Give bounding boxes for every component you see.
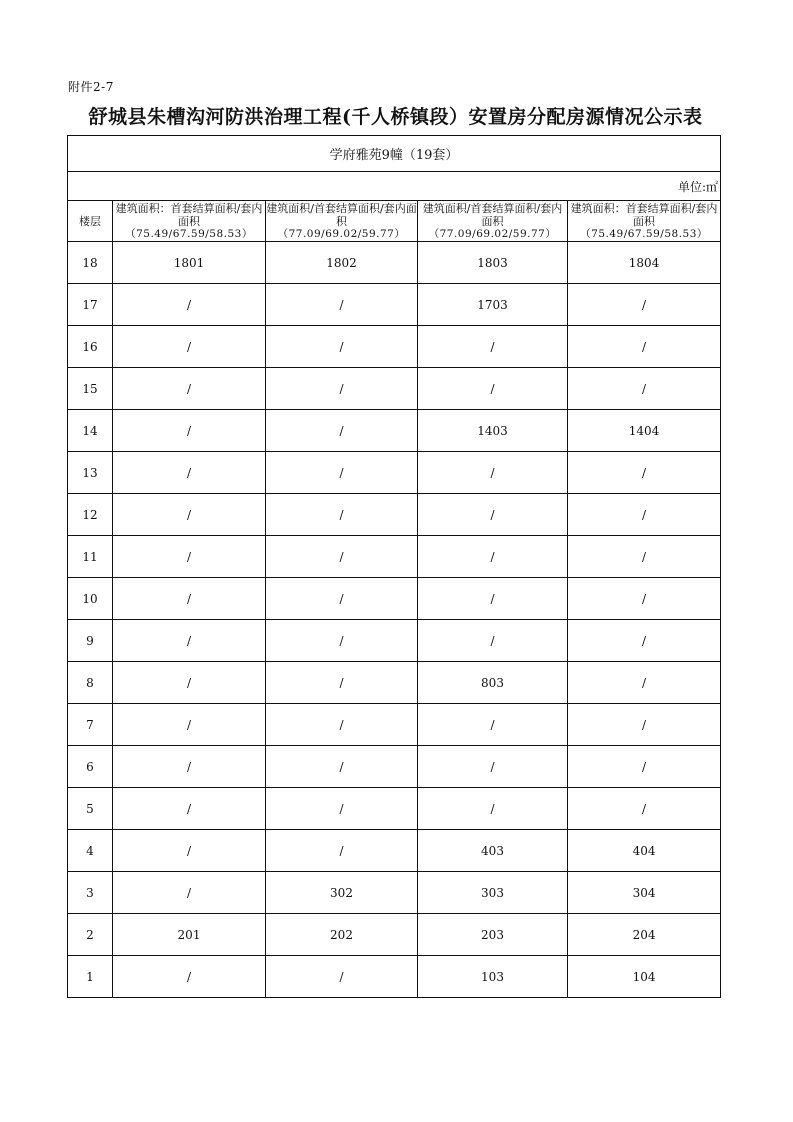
room-cell: / bbox=[266, 452, 418, 494]
room-cell: / bbox=[113, 956, 266, 998]
room-cell: / bbox=[266, 746, 418, 788]
column-header-areas: （77.09/69.02/59.77） bbox=[277, 227, 406, 240]
floor-number: 8 bbox=[68, 662, 113, 704]
room-cell: / bbox=[113, 326, 266, 368]
floor-number: 7 bbox=[68, 704, 113, 746]
table-row bbox=[68, 326, 721, 368]
room-cell: 103 bbox=[418, 956, 568, 998]
room-cell: / bbox=[113, 830, 266, 872]
table-row bbox=[68, 830, 721, 872]
room-cell: 204 bbox=[568, 914, 721, 956]
room-cell: 1804 bbox=[568, 242, 721, 284]
room-cell: / bbox=[266, 494, 418, 536]
room-cell: / bbox=[266, 326, 418, 368]
room-cell: 403 bbox=[418, 830, 568, 872]
table-row bbox=[68, 956, 721, 998]
building-name: 学府雅苑9幢（19套） bbox=[68, 136, 721, 172]
page-title: 舒城县朱槽沟河防洪治理工程(千人桥镇段）安置房分配房源情况公示表 bbox=[88, 106, 703, 128]
room-cell: / bbox=[113, 452, 266, 494]
allocation-table bbox=[67, 135, 721, 998]
room-cell: / bbox=[266, 410, 418, 452]
table-row bbox=[68, 788, 721, 830]
room-cell: / bbox=[266, 578, 418, 620]
room-cell: 303 bbox=[418, 872, 568, 914]
room-cell: / bbox=[568, 704, 721, 746]
room-cell: 104 bbox=[568, 956, 721, 998]
room-cell: / bbox=[568, 578, 721, 620]
room-cell: / bbox=[266, 368, 418, 410]
room-cell: / bbox=[418, 368, 568, 410]
room-cell: / bbox=[568, 620, 721, 662]
room-cell: / bbox=[113, 494, 266, 536]
room-cell: / bbox=[266, 788, 418, 830]
unit-label: 单位:㎡ bbox=[68, 172, 721, 201]
floor-number: 13 bbox=[68, 452, 113, 494]
header-row bbox=[68, 201, 721, 242]
floor-number: 4 bbox=[68, 830, 113, 872]
room-cell: / bbox=[113, 620, 266, 662]
column-header-label: 建筑面积：首套结算面积/套内面积 bbox=[570, 201, 718, 228]
room-cell: / bbox=[568, 284, 721, 326]
room-cell: / bbox=[418, 788, 568, 830]
room-cell: 1803 bbox=[418, 242, 568, 284]
column-header bbox=[113, 201, 266, 242]
room-cell: / bbox=[266, 830, 418, 872]
room-cell: 1403 bbox=[418, 410, 568, 452]
column-header-label: 建筑面积/首套结算面积/套内面积 bbox=[266, 201, 417, 228]
room-cell: / bbox=[113, 662, 266, 704]
room-cell: / bbox=[568, 368, 721, 410]
room-cell: 404 bbox=[568, 830, 721, 872]
floor-number: 3 bbox=[68, 872, 113, 914]
floor-number: 2 bbox=[68, 914, 113, 956]
table-row bbox=[68, 536, 721, 578]
room-cell: / bbox=[568, 746, 721, 788]
room-cell: 1404 bbox=[568, 410, 721, 452]
room-cell: 202 bbox=[266, 914, 418, 956]
table-row bbox=[68, 746, 721, 788]
allocation-table-body bbox=[68, 136, 721, 998]
room-cell: / bbox=[266, 284, 418, 326]
table-row bbox=[68, 368, 721, 410]
table-row bbox=[68, 620, 721, 662]
room-cell: / bbox=[568, 326, 721, 368]
floor-number: 17 bbox=[68, 284, 113, 326]
column-header-label: 建筑面积：首套结算面积/套内面积 bbox=[115, 201, 263, 228]
column-header bbox=[266, 201, 418, 242]
room-cell: 1802 bbox=[266, 242, 418, 284]
table-row bbox=[68, 914, 721, 956]
column-header bbox=[418, 201, 568, 242]
unit-row bbox=[68, 172, 721, 201]
table-row bbox=[68, 578, 721, 620]
table-row bbox=[68, 284, 721, 326]
column-header bbox=[568, 201, 721, 242]
room-cell: / bbox=[568, 494, 721, 536]
room-cell: / bbox=[568, 788, 721, 830]
attachment-label: 附件2-7 bbox=[68, 80, 114, 94]
room-cell: 304 bbox=[568, 872, 721, 914]
room-cell: / bbox=[113, 578, 266, 620]
room-cell: / bbox=[418, 326, 568, 368]
room-cell: 1703 bbox=[418, 284, 568, 326]
room-cell: / bbox=[113, 704, 266, 746]
floor-number: 11 bbox=[68, 536, 113, 578]
room-cell: / bbox=[568, 452, 721, 494]
table-row bbox=[68, 662, 721, 704]
room-cell: / bbox=[418, 746, 568, 788]
floor-number: 6 bbox=[68, 746, 113, 788]
column-header-areas: （75.49/67.59/58.53） bbox=[580, 227, 708, 240]
room-cell: / bbox=[113, 410, 266, 452]
room-cell: / bbox=[113, 536, 266, 578]
room-cell: / bbox=[113, 368, 266, 410]
floor-number: 14 bbox=[68, 410, 113, 452]
room-cell: 203 bbox=[418, 914, 568, 956]
floor-number: 9 bbox=[68, 620, 113, 662]
table-row bbox=[68, 410, 721, 452]
floor-number: 15 bbox=[68, 368, 113, 410]
room-cell: / bbox=[113, 872, 266, 914]
table-row bbox=[68, 704, 721, 746]
room-cell: / bbox=[418, 536, 568, 578]
table-row bbox=[68, 242, 721, 284]
room-cell: / bbox=[568, 662, 721, 704]
table-row bbox=[68, 494, 721, 536]
room-cell: / bbox=[266, 956, 418, 998]
room-cell: / bbox=[266, 704, 418, 746]
floor-number: 16 bbox=[68, 326, 113, 368]
room-cell: / bbox=[266, 662, 418, 704]
column-header-areas: （77.09/69.02/59.77） bbox=[428, 227, 557, 240]
room-cell: 1801 bbox=[113, 242, 266, 284]
room-cell: / bbox=[418, 620, 568, 662]
room-cell: / bbox=[113, 788, 266, 830]
room-cell: / bbox=[418, 578, 568, 620]
table-row bbox=[68, 872, 721, 914]
floor-number: 12 bbox=[68, 494, 113, 536]
floor-number: 10 bbox=[68, 578, 113, 620]
room-cell: / bbox=[418, 494, 568, 536]
column-header-areas: （75.49/67.59/58.53） bbox=[125, 227, 253, 240]
room-cell: / bbox=[266, 536, 418, 578]
floor-number: 5 bbox=[68, 788, 113, 830]
room-cell: / bbox=[418, 452, 568, 494]
floor-number: 18 bbox=[68, 242, 113, 284]
floor-header: 楼层 bbox=[68, 201, 113, 242]
building-row bbox=[68, 136, 721, 172]
room-cell: / bbox=[113, 746, 266, 788]
room-cell: 803 bbox=[418, 662, 568, 704]
floor-number: 1 bbox=[68, 956, 113, 998]
room-cell: 201 bbox=[113, 914, 266, 956]
room-cell: 302 bbox=[266, 872, 418, 914]
room-cell: / bbox=[568, 536, 721, 578]
room-cell: / bbox=[266, 620, 418, 662]
table-row bbox=[68, 452, 721, 494]
room-cell: / bbox=[113, 284, 266, 326]
column-header-label: 建筑面积/首套结算面积/套内面积 bbox=[422, 201, 563, 228]
room-cell: / bbox=[418, 704, 568, 746]
